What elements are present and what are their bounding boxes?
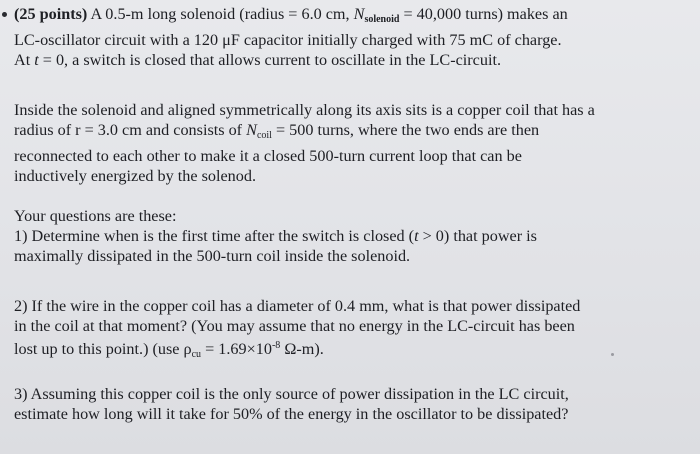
intro-paragraph (14, 4, 568, 70)
q2-line-2: in the coil at that moment? (You may assume that no energy in the LC-circuit has been (14, 317, 575, 335)
q1-line-1-rest: > 0) that power is (418, 227, 537, 245)
coil-line-4: inductively energized by the solenod. (14, 167, 256, 185)
n-solenoid-subscript: solenoid (364, 14, 400, 25)
intro-line-1-text: A 0.5-m long solenoid (radius = 6.0 cm, (87, 5, 354, 23)
coil-line-3: reconnected to each other to make it a closed 500-turn current loop that can be (14, 147, 522, 165)
question-2 (14, 296, 580, 365)
stray-mark (611, 353, 614, 356)
n-solenoid-symbol: N (353, 5, 365, 23)
q2-line-3 (14, 336, 580, 365)
q2-line-3-start: lost up to this point.) (use ρ (14, 340, 192, 358)
rho-subscript: cu (191, 349, 202, 360)
points-label: (25 points) (14, 5, 88, 23)
intro-line-2: LC-oscillator circuit with a 120 μF capacitor initially charged with 75 mC of charge. (14, 31, 562, 49)
q3-line-2: estimate how long will it take for 50% of the energy in the oscillator to be dissipated? (14, 405, 569, 423)
questions-block (14, 206, 537, 266)
coil-line-2-rest: = 500 turns, where the two ends are then (271, 121, 540, 139)
q3-line-1: 3) Assuming this copper coil is the only source of power dissipation in the LC circuit, (14, 385, 569, 403)
bullet-marker (2, 12, 7, 17)
coil-line-2 (14, 120, 595, 146)
q1-line-1 (14, 226, 537, 246)
intro-line-3-start: At (14, 51, 35, 69)
intro-line-3 (14, 50, 568, 70)
q2-line-3-unit: Ω-m). (280, 340, 324, 358)
questions-heading: Your questions are these: (14, 207, 177, 225)
exponent: -8 (271, 340, 281, 351)
n-coil-symbol: N (246, 121, 257, 139)
n-coil-subscript: coil (256, 130, 272, 141)
coil-paragraph (14, 100, 595, 186)
q2-line-3-value: = 1.69×10 (201, 340, 272, 358)
q1-t-variable: t (414, 227, 419, 245)
intro-line-3-rest: = 0, a switch is closed that allows current to oscillate in the LC-circuit. (38, 51, 501, 69)
q1-line-1-start: 1) Determine when is the first time after the switch is closed ( (14, 227, 415, 245)
coil-line-1: Inside the solenoid and aligned symmetrically along its axis sits is a copper coil that has a (14, 101, 595, 119)
coil-line-2-start: radius of r = 3.0 cm and consists of (14, 121, 247, 139)
question-3 (14, 384, 569, 424)
q1-line-2: maximally dissipated in the 500-turn coil inside the solenoid. (14, 247, 411, 265)
intro-line-1 (14, 4, 568, 30)
intro-line-1-end: = 40,000 turns) makes an (399, 5, 568, 23)
q2-line-1: 2) If the wire in the copper coil has a diameter of 0.4 mm, what is that power dissipated (14, 297, 581, 315)
t-variable: t (34, 51, 39, 69)
